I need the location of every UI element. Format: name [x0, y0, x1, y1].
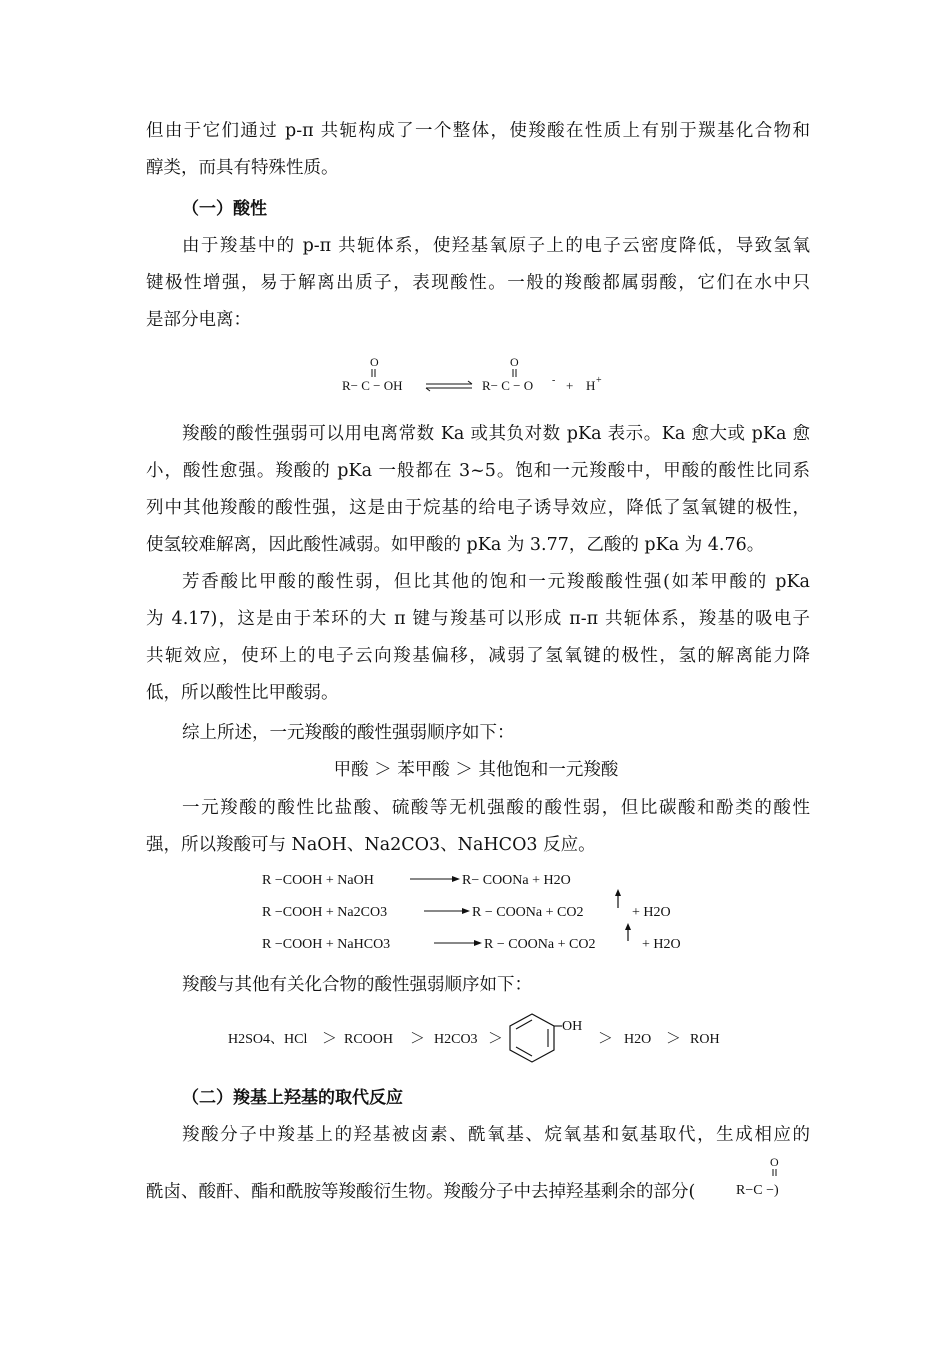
order2-gt-2: ＞: [410, 1031, 426, 1047]
ionization-plus: +: [566, 378, 574, 393]
order2-gt-1: ＞: [322, 1031, 338, 1047]
para6-line2: 强，所以羧酸可与 NaOH、Na2CO3、NaHCO3 反应。: [146, 835, 596, 855]
order2-gt-3: ＞: [488, 1031, 504, 1047]
ionization-h: H: [586, 378, 596, 393]
acyl-o: O: [770, 1155, 779, 1169]
para4-line1: 芳香酸比甲酸的酸性弱，但比其他的饱和一元羧酸酸性强(如苯甲酸的 pKa: [182, 572, 810, 592]
para6-line1: 一元羧酸的酸性比盐酸、硫酸等无机强酸的酸性弱，但比碳酸和酚类的酸性: [182, 798, 810, 818]
ionization-o-right: O: [510, 355, 519, 369]
para5: 综上所述，一元羧酸的酸性强弱顺序如下：: [182, 723, 515, 743]
order2-oh: OH: [562, 1019, 583, 1034]
ionization-rhs: R− C − O: [482, 378, 534, 393]
para3-line3: 列中其他羧酸的酸性强，这是由于烷基的给电子诱导效应，降低了氢氧键的极性，: [146, 498, 810, 518]
reaction1-left: R −COOH + NaOH: [262, 873, 374, 888]
para4-line4: 低，所以酸性比甲酸弱。: [146, 683, 339, 703]
reaction3-right: R − COONa + CO2: [484, 937, 596, 952]
para7: 羧酸与其他有关化合物的酸性强弱顺序如下：: [182, 975, 532, 995]
reaction2-tail: + H2O: [632, 905, 671, 920]
gas-up-arrow-icon: [625, 923, 631, 930]
order2-b: RCOOH: [344, 1032, 394, 1047]
order2-e: ROH: [690, 1032, 720, 1047]
para3-line1: 羧酸的酸性强弱可以用电离常数 Ka 或其负对数 pKa 表示。Ka 愈大或 pKa 愈: [182, 424, 810, 444]
reactions-block: [262, 862, 702, 962]
acyl-formula: R−C −): [736, 1183, 779, 1198]
ionization-equation: [330, 352, 630, 400]
order2-gt-4: ＞: [598, 1031, 614, 1047]
para2-line3: 是部分电离：: [146, 310, 251, 330]
acidity-order-1: 甲酸 ＞ 苯甲酸 ＞ 其他饱和一元羧酸: [333, 760, 619, 780]
order2-a: H2SO4、HCl: [228, 1032, 308, 1047]
acidity-order-2: [222, 1010, 742, 1066]
benzene-ring-icon: [510, 1014, 562, 1062]
para1-line1: 但由于它们通过 p-π 共轭构成了一个整体，使羧酸在性质上有别于羰基化合物和: [146, 121, 810, 141]
order2-d: H2O: [624, 1032, 652, 1047]
reaction3-tail: + H2O: [642, 937, 681, 952]
para1-line2: 醇类，而具有特殊性质。: [146, 158, 339, 178]
para3-line2: 小，酸性愈强。羧酸的 pKa 一般都在 3~5。饱和一元羧酸中，甲酸的酸性比同系: [146, 461, 810, 481]
section1-title: （一）酸性: [182, 199, 267, 219]
ionization-lhs: R− C − OH: [342, 378, 403, 393]
reaction2-right: R − COONa + CO2: [472, 905, 584, 920]
reaction3-left: R −COOH + NaHCO3: [262, 937, 391, 952]
para8-line2: 酰卤、酸酐、酯和酰胺等羧酸衍生物。羧酸分子中去掉羟基剩余的部分(: [146, 1182, 696, 1202]
para2-line2: 键极性增强，易于解离出质子，表现酸性。一般的羧酸都属弱酸，它们在水中只: [146, 273, 810, 293]
para3-line4: 使氢较难解离，因此酸性减弱。如甲酸的 pKa 为 3.77，乙酸的 pKa 为 4.76。: [146, 535, 765, 555]
section2-title: （二）羧基上羟基的取代反应: [182, 1088, 403, 1108]
reaction2-left: R −COOH + Na2CO3: [262, 905, 388, 920]
para2-line1: 由于羧基中的 p-π 共轭体系，使羟基氧原子上的电子云密度降低，导致氢氧: [182, 236, 810, 256]
ionization-minus: -: [552, 375, 556, 386]
order2-c: H2CO3: [434, 1032, 478, 1047]
para4-line3: 共轭效应，使环上的电子云向羧基偏移，减弱了氢氧键的极性，氢的解离能力降: [146, 646, 810, 666]
ionization-o-left: O: [370, 355, 379, 369]
reaction1-right: R− COONa + H2O: [462, 873, 571, 888]
ionization-hplus: +: [596, 375, 602, 386]
acyl-group-formula: [736, 1152, 810, 1206]
para4-line2: 为 4.17)，这是由于苯环的大 π 键与羧基可以形成 π-π 共轭体系，羧基的吸电子: [146, 609, 810, 629]
para8-line1: 羧酸分子中羧基上的羟基被卤素、酰氧基、烷氧基和氨基取代，生成相应的: [182, 1125, 810, 1145]
order2-gt-5: ＞: [666, 1031, 682, 1047]
gas-up-arrow-icon: [615, 889, 621, 896]
